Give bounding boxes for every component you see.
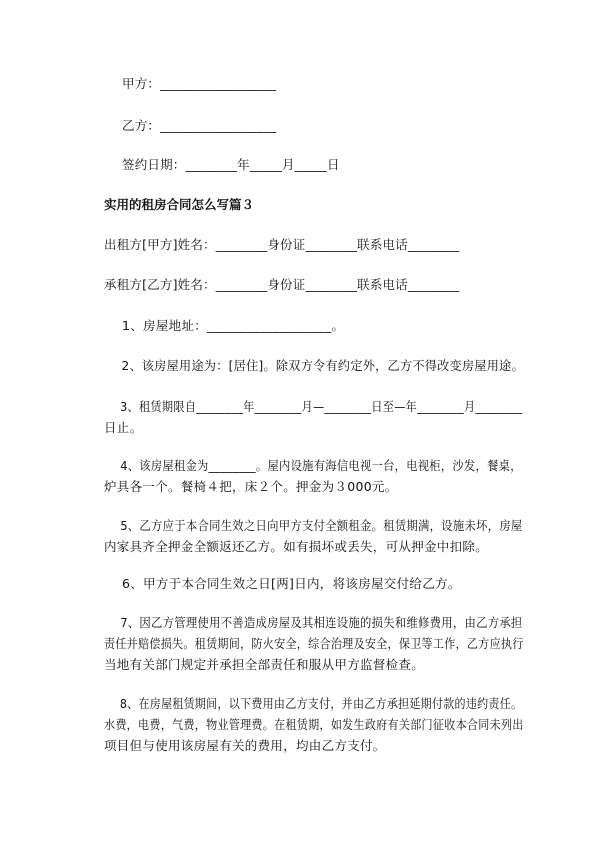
clause-8-line-2: 水费，电费，气费，物业管理费。在租赁期，如发生政府有关部门征收本合同未列出	[104, 717, 524, 732]
lessor-info-line: 出租方[甲方]姓名：________身份证________联系电话________	[104, 237, 460, 252]
clause-7-line-2: 责任并赔偿损失。租赁期间，防火安全，综合治理及安全，保卫等工作，乙方应执行	[104, 636, 524, 651]
clause-3	[104, 396, 524, 438]
section-title: 实用的租房合同怎么写篇３	[104, 197, 255, 212]
clause-7-line-1: 7、因乙方管理使用不善造成房屋及其相连设施的损失和维修费用，由乙方承担	[120, 615, 523, 630]
clause-7	[104, 612, 524, 675]
clause-3-line-2: 日止。	[104, 420, 143, 435]
clause-6	[104, 573, 524, 594]
clause-1	[104, 315, 524, 336]
clause-7-line-3: 当地有关部门规定并承担全部责任和服从甲方监督检查。	[104, 657, 425, 672]
clause-2	[104, 355, 524, 376]
clause-5-line-2: 内家具齐全押金全额返还乙方。如有损坏或丢失，可从押金中扣除。	[104, 539, 489, 554]
clause-6-line-1: 6、甲方于本合同生效之日[两]日内，将该房屋交付给乙方。	[122, 576, 461, 591]
clause-4-line-2: 炉具各一个。餐椅４把，床２个。押金为３000元。	[104, 479, 398, 494]
lessee-info-line: 承租方[乙方]姓名：________身份证________联系电话________	[104, 277, 460, 292]
clause-4	[104, 455, 524, 497]
signing-date-line: 签约日期：________年_____月_____日	[122, 157, 340, 172]
clause-1-line-1: 1、房屋地址：___________________。	[122, 318, 345, 333]
clause-2-line-1: 2、该房屋用途为：[居住]。除双方令有约定外，乙方不得改变房屋用途。	[121, 358, 524, 373]
party-b-signature-line: 乙方：__________________	[122, 118, 277, 133]
party-a-signature-line: 甲方：__________________	[122, 76, 277, 91]
clause-8-line-1: 8、在房屋租赁期间，以下费用由乙方支付，并由乙方承担延期付款的违约责任。	[119, 696, 523, 711]
clause-4-line-1: 4、该房屋租金为________。屋内设施有海信电视一台，电视柜，沙发，餐桌，	[120, 458, 522, 473]
clause-3-line-1: 3、租赁期限自________年________月—________日至—年________月________	[120, 399, 523, 414]
clause-5	[104, 515, 524, 557]
clause-5-line-1: 5、乙方应于本合同生效之日向甲方支付全额租金。租赁期满，设施未坏，房屋	[120, 518, 523, 533]
clause-8	[104, 693, 524, 756]
clause-8-line-3: 项目但与使用该房屋有关的费用，均由乙方支付。	[104, 738, 386, 753]
